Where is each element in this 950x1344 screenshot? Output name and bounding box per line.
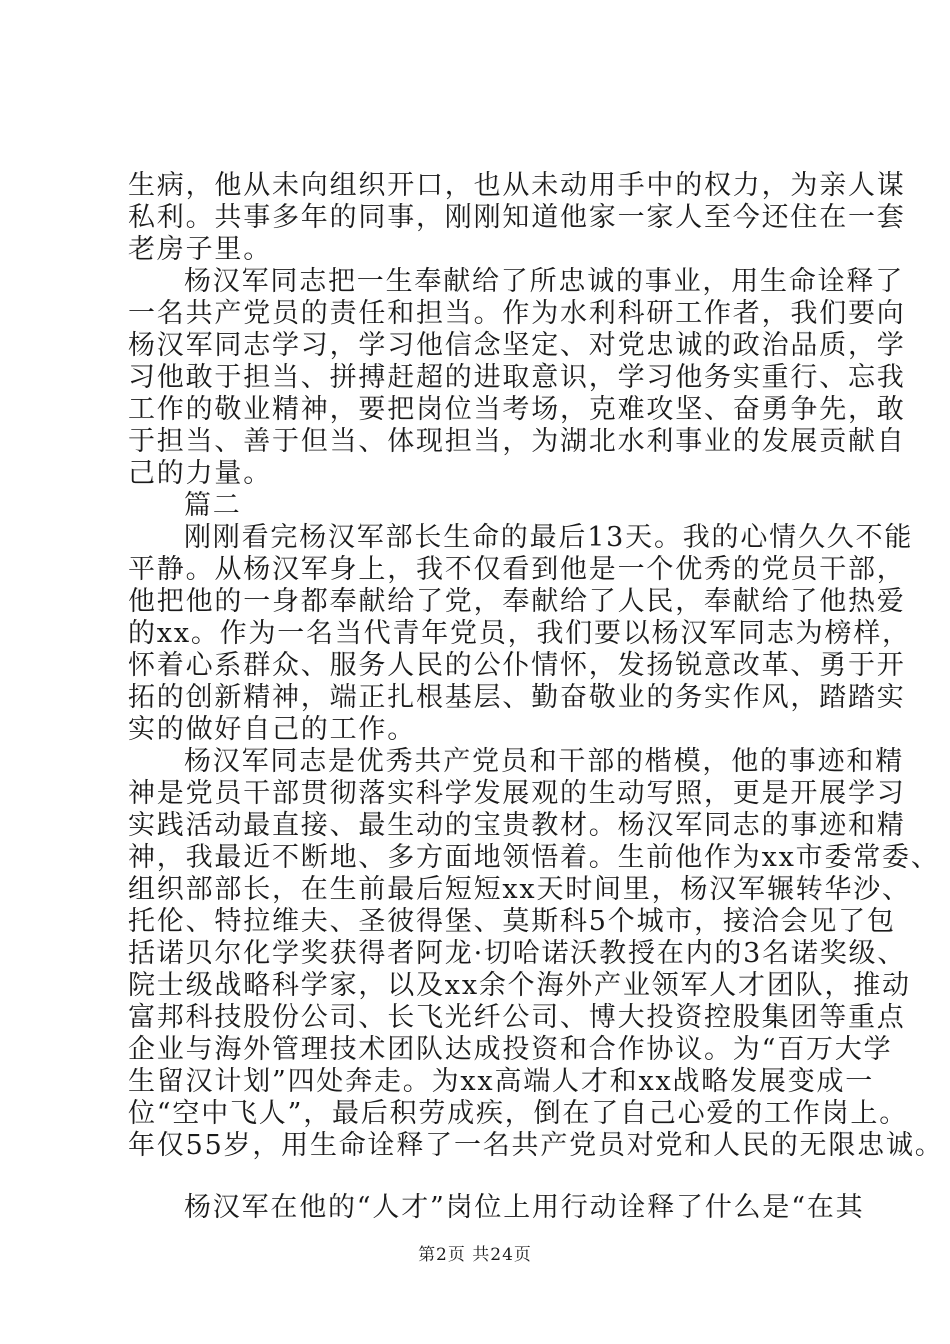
text-line: 生病，他从未向组织开口，也从未动用手中的权力，为亲人谋 — [128, 170, 906, 201]
text-line: 托伦、特拉维夫、圣彼得堡、莫斯科5个城市，接洽会见了包 — [128, 906, 896, 937]
paragraph — [128, 170, 906, 266]
text-line: 年仅55岁，用生命诠释了一名共产党员对党和人民的无限忠诚。 — [128, 1130, 944, 1161]
text-line: 富邦科技股份公司、长飞光纤公司、博大投资控股集团等重点 — [128, 1002, 906, 1033]
section-title: 篇二 — [184, 490, 242, 521]
text-line: 位“空中飞人”，最后积劳成疾，倒在了自己心爱的工作岗上。 — [128, 1098, 909, 1129]
page-number-footer: 第2页 共24页 — [418, 1245, 532, 1265]
text-line: 老房子里。 — [128, 234, 272, 265]
text-line: 杨汉军同志学习，学习他信念坚定、对党忠诚的政治品质，学 — [128, 330, 906, 361]
text-line: 一名共产党员的责任和担当。作为水利科研工作者，我们要向 — [128, 298, 906, 329]
text-line: 己的力量。 — [128, 458, 272, 489]
paragraph-gap — [128, 1162, 828, 1192]
text-line: 神，我最近不断地、多方面地领悟着。生前他作为xx市委常委、 — [128, 842, 940, 873]
text-line: 拓的创新精神，端正扎根基层、勤奋敬业的务实作风，踏踏实 — [128, 682, 906, 713]
text-line: 院士级战略科学家，以及xx余个海外产业领军人才团队，推动 — [128, 970, 911, 1001]
text-line: 杨汉军在他的“人才”岗位上用行动诠释了什么是“在其 — [184, 1192, 865, 1223]
text-line: 工作的敬业精神，要把岗位当考场，克难攻坚、奋勇争先，敢 — [128, 394, 906, 425]
document-body — [128, 170, 944, 1224]
text-line: 括诺贝尔化学奖获得者阿龙·切哈诺沃教授在内的3名诺奖级、 — [128, 938, 907, 969]
text-line: 企业与海外管理技术团队达成投资和合作协议。为“百万大学 — [128, 1034, 893, 1065]
text-line: 习他敢于担当、拼搏赶超的进取意识，学习他务实重行、忘我 — [128, 362, 906, 393]
text-line: 怀着心系群众、服务人民的公仆情怀，发扬锐意改革、勇于开 — [128, 650, 906, 681]
text-line: 平静。从杨汉军身上，我不仅看到他是一个优秀的党员干部， — [128, 554, 906, 585]
text-line: 私利。共事多年的同事，刚刚知道他家一家人至今还住在一套 — [128, 202, 906, 233]
text-line: 杨汉军同志把一生奉献给了所忠诚的事业，用生命诠释了 — [184, 266, 904, 297]
text-line: 生留汉计划”四处奔走。为xx高端人才和xx战略发展变成一 — [128, 1066, 875, 1097]
text-line: 于担当、善于但当、体现担当，为湖北水利事业的发展贡献自 — [128, 426, 906, 457]
text-line: 他把他的一身都奉献给了党，奉献给了人民，奉献给了他热爱 — [128, 586, 906, 617]
text-line: 实的做好自己的工作。 — [128, 714, 416, 745]
text-line: 组织部部长，在生前最后短短xx天时间里，杨汉军辗转华沙、 — [128, 874, 911, 905]
text-line: 杨汉军同志是优秀共产党员和干部的楷模，他的事迹和精 — [184, 746, 904, 777]
section-heading — [128, 490, 828, 522]
text-line: 神是党员干部贯彻落实科学发展观的生动写照，更是开展学习 — [128, 778, 906, 809]
paragraph — [128, 1192, 865, 1224]
text-line: 的xx。作为一名当代青年党员，我们要以杨汉军同志为榜样， — [128, 618, 911, 649]
paragraph — [128, 522, 914, 746]
paragraph — [128, 746, 944, 1162]
text-line: 实践活动最直接、最生动的宝贵教材。杨汉军同志的事迹和精 — [128, 810, 906, 841]
text-line: 刚刚看完杨汉军部长生命的最后13天。我的心情久久不能 — [184, 522, 914, 553]
paragraph — [128, 266, 906, 490]
